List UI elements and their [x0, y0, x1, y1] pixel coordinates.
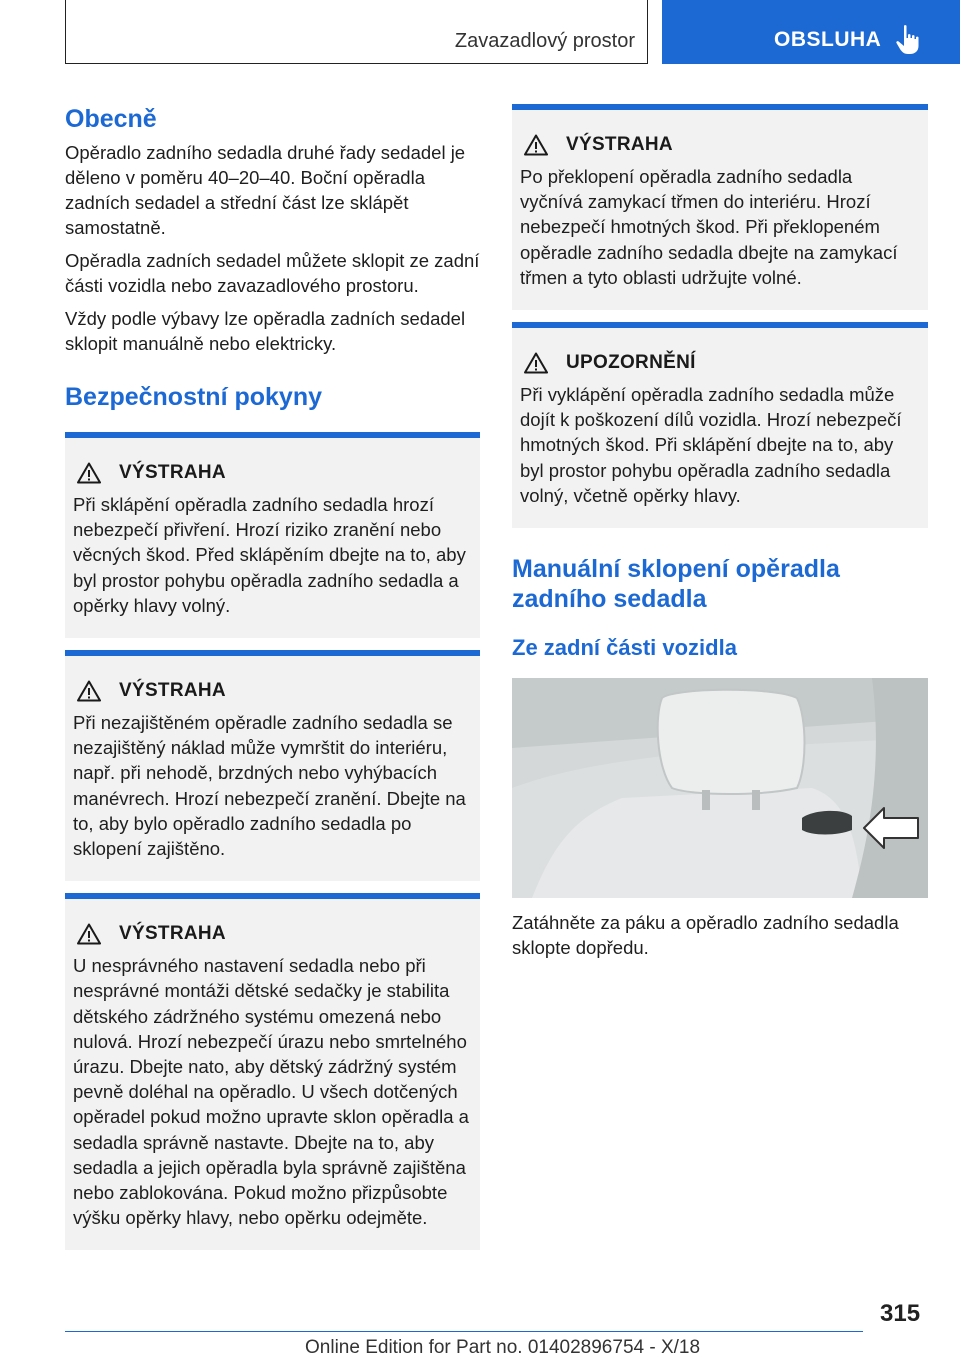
warning-triangle-icon	[77, 462, 101, 484]
header-chapter-label: OBSLUHA	[774, 28, 882, 51]
general-paragraph-1: Opěradlo zadního sedadla druhé řady sedadel je děleno v poměru 40–20–40. Boční opěradla zadních sedadel a střední část lze sklápět samostatně.	[65, 142, 466, 238]
pointing-hand-icon	[894, 24, 924, 56]
warning-title: VÝSTRAHA	[566, 134, 673, 155]
warning-box-4	[512, 104, 928, 310]
header-section-title: Zavazadlový prostor	[454, 30, 635, 52]
warning-triangle-icon	[77, 680, 101, 702]
subheading-from-rear: Ze zadní části vozidla	[512, 635, 737, 661]
warning-title: VÝSTRAHA	[119, 462, 226, 483]
left-column	[65, 104, 480, 1250]
header-section-box	[65, 0, 648, 64]
footer-edition-text: Online Edition for Part no. 01402896754 - X/18	[305, 1337, 701, 1358]
warning-title: VÝSTRAHA	[119, 923, 226, 945]
warning-text: Při nezajištěném opěradle zadního sedadla se nezajištěný náklad může vymrštit do interiéru, např. při nehodě, brzdných nebo vyhýbacích manévrech. Hrozí nebezpečí zranění. Dbejte na to, aby bylo opěradlo zadního sedadla po sklopení zajištěno.	[73, 712, 466, 860]
general-paragraph-2: Opěradla zadních sedadel můžete sklopit ze zadní části vozidla nebo zavazadlového prostoru.	[65, 250, 480, 296]
photo-caption: Zatáhněte za páku a opěradlo zadního sedadla sklopte dopředu.	[512, 912, 899, 959]
notice-text: Při vyklápění opěradla zadního sedadla může dojít k poškození dílů vozidla. Hrozí nebezpečí hmotných škod. Při sklápění dbejte na to, aby byl prostor pohybu opěradla zadního sedadla volný, včetně opěrky hlavy.	[520, 384, 902, 506]
notice-title: UPOZORNĚNÍ	[566, 352, 696, 374]
warning-text: Při sklápění opěradla zadního sedadla hrozí nebezpečí přivření. Hrozí riziko zranění nebo věcných škod. Před sklápěním dbejte na to, aby byl prostor pohybu opěradla zadního sedadla a opěrky hlavy volný.	[73, 494, 466, 616]
notice-box	[512, 322, 928, 528]
seat-illustration	[512, 678, 928, 898]
warning-box-1	[65, 432, 480, 638]
footer-rule	[65, 1331, 863, 1332]
right-column	[512, 104, 928, 960]
warning-triangle-icon	[524, 352, 548, 374]
heading-safety: Bezpečnostní pokyny	[65, 383, 322, 411]
general-paragraph-3: Vždy podle výbavy lze opěradla zadních sedadel sklopit manuálně nebo elektricky.	[65, 308, 466, 354]
header-chapter-tab	[662, 0, 960, 64]
heading-manual-folding: Manuální sklopení opěradla zadního sedadla	[512, 555, 840, 614]
warning-triangle-icon	[77, 923, 101, 945]
warning-box-2	[65, 650, 480, 881]
page-number: 315	[880, 1300, 921, 1327]
warning-triangle-icon	[524, 134, 548, 156]
warning-text: U nesprávného nastavení sedadla nebo při nesprávné montáži dětské sedačky je stabilita dětského zádržného systému omezená nebo nulová. Hrozí nebezpečí úrazu nebo smrtelného úrazu. Dbejte nato, aby dětský zádržný systém pevně doléhal na opěradlo. U všech dotčených opěradel pokud možno upravte sklon opěradla a sedadla správně nastavte. Dbejte na to, aby sedadla a jejich opěradla byla správně zajištěna nebo zablokována. Pokud možno přizpůsobte výšku opěrky hlavy, nebo opěrku odejměte.	[73, 955, 469, 1229]
warning-text: Po překlopení opěradla zadního sedadla vyčnívá zamykací třmen do interiéru. Hrozí nebezpečí hmotných škod. Při překlopeném opěradle zadního sedadla dbejte na zamykací třmen a tyto oblasti udržujte volné.	[520, 166, 898, 288]
warning-box-3	[65, 893, 480, 1250]
warning-title: VÝSTRAHA	[119, 680, 226, 702]
seat-lever-photo	[512, 678, 928, 898]
heading-general: Obecně	[65, 105, 157, 133]
